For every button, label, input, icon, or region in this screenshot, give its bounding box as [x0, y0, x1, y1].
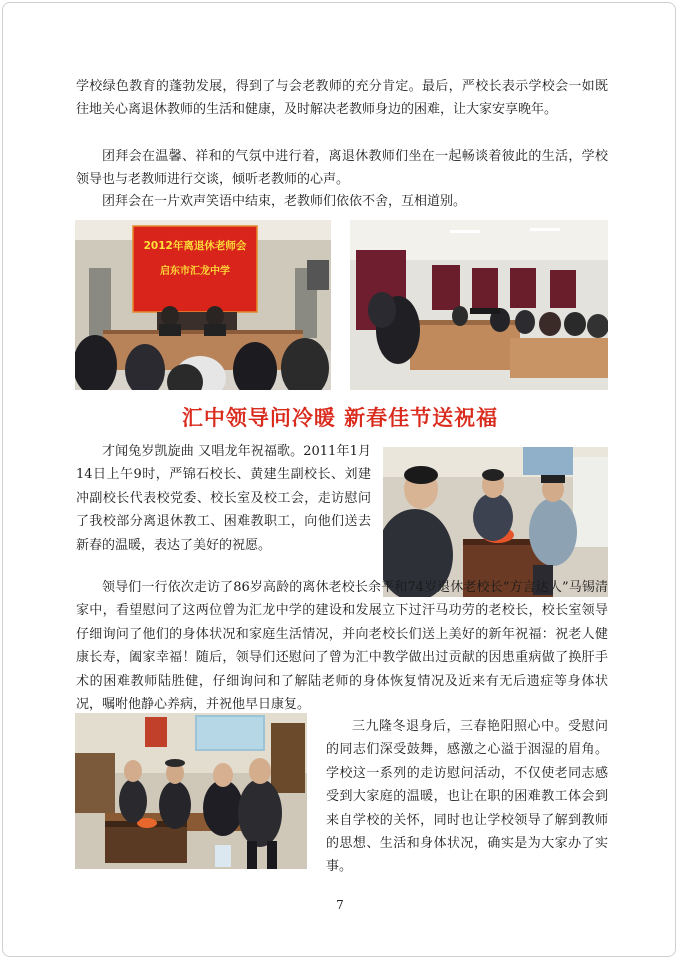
- paragraph-tuanbai-end: 团拜会在一片欢声笑语中结束，老教师们依依不舍，互相道别。: [102, 194, 467, 209]
- photo-retirees-meeting-banner: [75, 220, 331, 390]
- paragraph-visit-detail: 领导们一行依次走访了86岁高龄的离休老校长余平和74岁退休老校长“方言达人”马锡清家中，看望慰问了这两位曾为汇龙中学的建设和发展立下过汗马功劳的老校长，校长室领导仔细询问了他们的身体状况和家庭生活情况，并向老校长们送上美好的新年祝福：祝老人健康长寿，阖家幸福！随后，领导们还慰问了曾为汇中教学做出过贡献的因患重病做了换肝手术的困难教师陆胜健，仔细询问和了解陆老师的身体恢复情况及近来有无后遗症等身体状况，嘱咐他静心养病，并祝他早日康复。: [76, 580, 608, 713]
- paragraph-continued: 学校绿色教育的蓬勃发展，得到了与会老教师的充分肯定。最后，严校长表示学校会一如既往地关心离退休教师的生活和健康，及时解决老教师身边的困难，让大家安享晚年。: [76, 79, 608, 118]
- banner-school-text: 启东市汇龙中学: [160, 266, 230, 277]
- banner-title-text: 2012年离退休老师会: [143, 240, 247, 252]
- photo-retirees-audience: [350, 220, 608, 390]
- page-number: 7: [336, 898, 344, 912]
- photo-visiting-retired-principal: [383, 447, 608, 597]
- paragraph-visit-intro: 才闻兔岁凯旋曲 又唱龙年祝福歌。2011年1月14日上午9时，严锦石校长、黄建生副校长、刘建冲副校长代表校党委、校长室及校工会，走访慰问了我校部分离退休教工、困难教职工，向他们送去新春的温暖，表达了美好的祝愿。: [76, 444, 371, 553]
- paragraph-summary: 三九隆冬退身后，三春艳阳照心中。受慰问的同志们深受鼓舞，感激之心溢于洇湿的眉角。学校这一系列的走访慰问活动，不仅使老同志感受到大家庭的温暖，也让在职的困难教工体会到来自学校的关怀，同时也让学校领导了解到教师的思想、生活和身体状况，确实是为大家办了实事。: [326, 719, 608, 875]
- photo-living-room-visit: [75, 713, 307, 869]
- section-title: 汇中领导问冷暖 新春佳节送祝福: [181, 406, 499, 430]
- paragraph-tuanbai-atmosphere: 团拜会在温馨、祥和的气氛中进行着，离退休教师们坐在一起畅谈着彼此的生活，学校领导也与老教师进行交谈，倾听老教师的心声。: [76, 149, 608, 188]
